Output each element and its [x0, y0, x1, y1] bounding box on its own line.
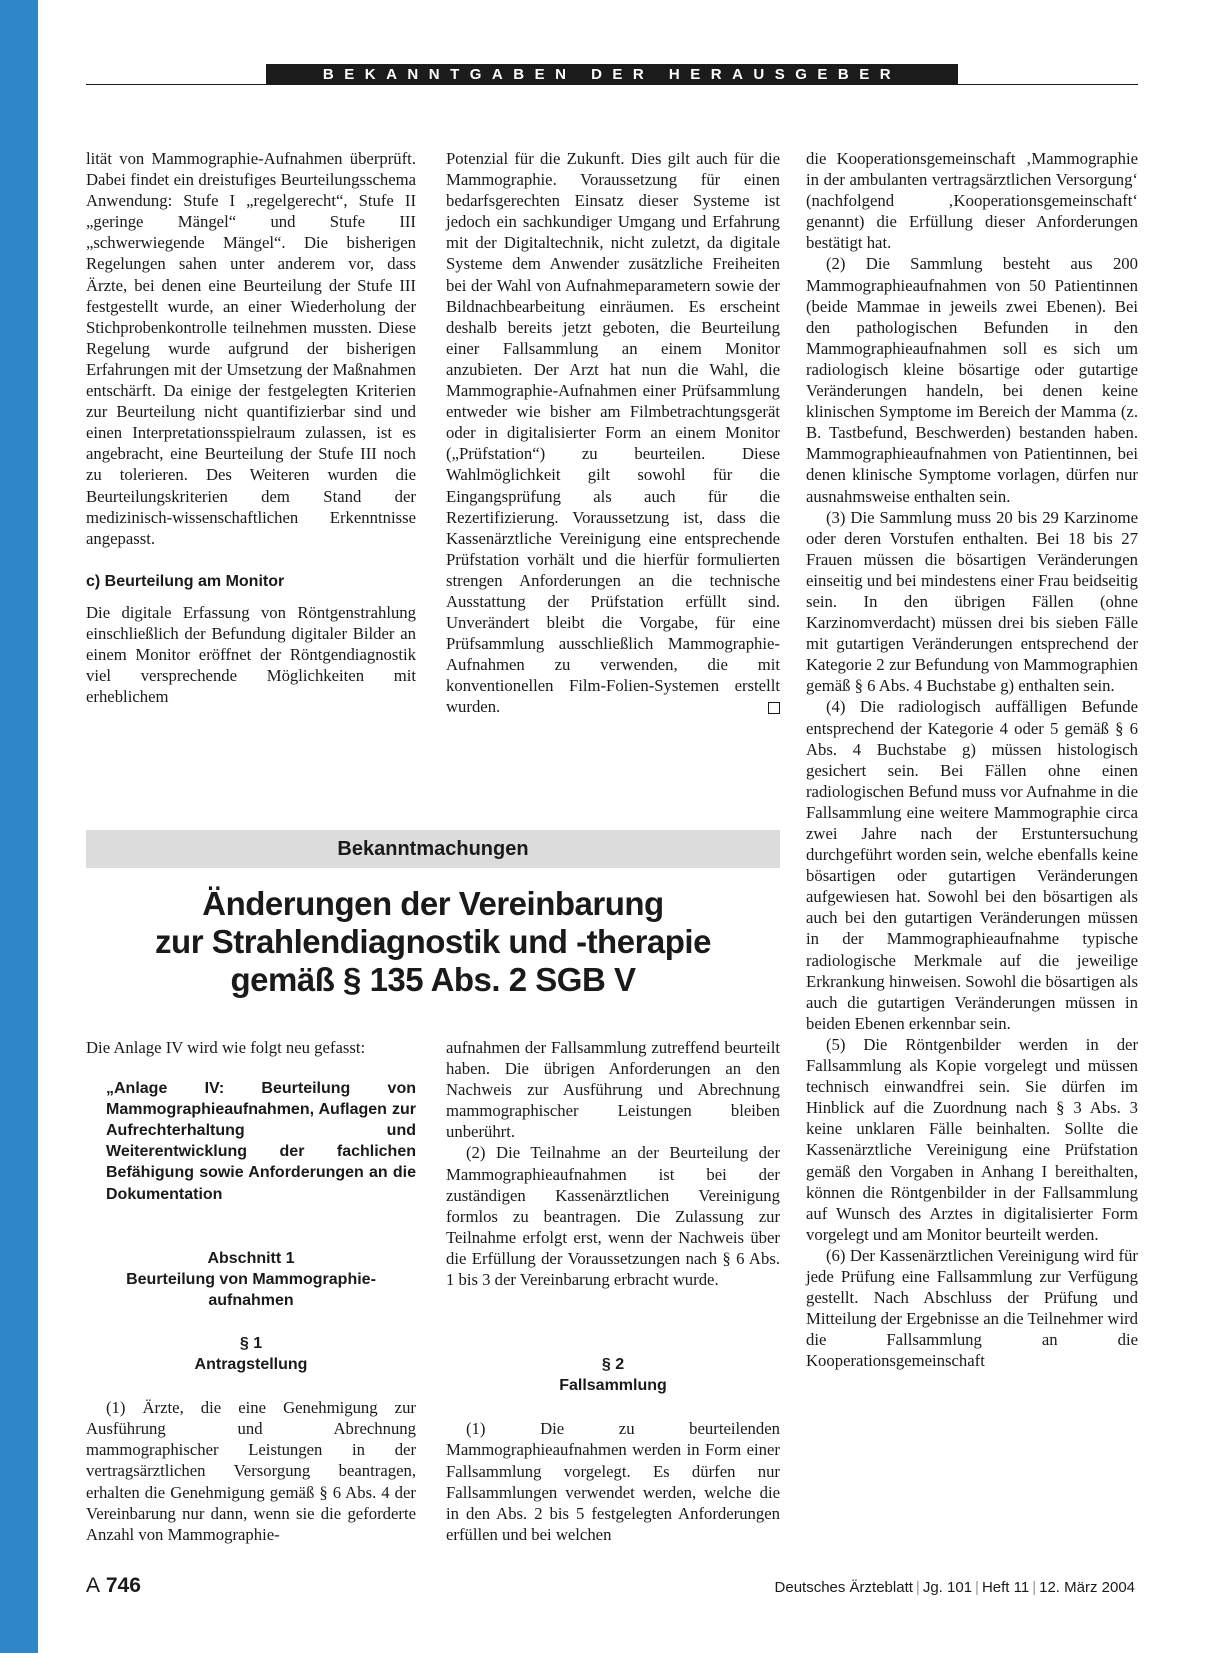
page-number: [86, 1574, 141, 1598]
header-rule: [86, 84, 1138, 85]
paragraph: (1) Die zu beurteilenden Mammographieaufnahmen werden in Form einer Fallsammlung vorgelegt. Es dürfen nur Fallsammlungen verwendet werden, welche die in den Abs. 2 bis 5 festgelegten Anforderungen erfüllen und bei welchen: [446, 1419, 780, 1544]
title-line: zur Strahlendiagnostik und -therapie: [155, 923, 711, 960]
paragraph: Potenzial für die Zukunft. Dies gilt auch für die Mammographie. Voraussetzung für einen bedarfsgerechten Einsatz dieser Systeme ist jedoch ein sachkundiger Umgang und Erfahrung mit der Digitaltechnik, nicht zuletzt, da digitale Systeme dem Anwender zusätzliche Freiheiten bei der Wahl von Aufnahmeparametern sowie der Bildnachbearbeitung einräumen. Es erscheint deshalb bereits jetzt geboten, die Beurteilung einer Fallsammlung an einem Monitor anzubieten. Der Arzt hat nun die Wahl, die Mammographie-Aufnahmen einer Prüfsammlung entweder wie bisher am Filmbetrachtungsgerät oder in digitalisierter Form an einem Monitor („Prüfstation“) zu beurteilen. Diese Wahlmöglichkeit gilt sowohl für die Eingangsprüfung als auch für die Rezertifizierung. Voraussetzung ist, dass die Kassenärztliche Vereinigung eine entsprechende Prüfstation vorhält und die hierfür formulierten strengen Anforderungen an die technische Ausstattung der Prüfstation erfüllt sind. Unverändert bleibt die Vorgabe, für eine Prüfsammlung ausschließlich Mammographie-Aufnahmen zu verwenden, die mit konventionellen Film-Folien-Systemen erstellt wurden.: [446, 149, 780, 717]
end-mark-icon: [768, 702, 780, 714]
paragraph-number: § 1: [239, 1334, 263, 1352]
paragraph: (2) Die Teilnahme an der Beurteilung der Mammographieaufnahmen ist bei der zuständigen Kassenärztlichen Vereinigung formlos zu beantragen. Die Zulassung zur Teilnahme erfolgt erst, wenn der Nachweis über die Erfüllung der Voraussetzungen nach § 6 Abs. 1 bis 3 der Vereinbarung erbracht wurde.: [446, 1143, 780, 1290]
paragraph-title: Antragstellung: [194, 1356, 308, 1374]
paragraph: lität von Mammographie-Aufnahmen überprüft. Dabei findet ein dreistufiges Beurteilungsschema Anwendung: Stufe I „regelgerecht“, Stufe II „geringe Mängel“ und Stufe III „schwerwiegende Mängel“. Die bisherigen Regelungen sahen unter anderem vor, dass Ärzte, bei denen eine Beurteilung der Stufe III festgestellt wurde, an einer Wiederholung der Stichprobenkontrolle teilnehmen mussten. Diese Regelung wurde aufgrund der bisherigen Erfahrungen mit der Umsetzung der Maßnahmen entschärft. Da einige der festgelegten Kriterien zur Beurteilung nicht quantifizierbar sind und einen Interpretationsspielraum zulassen, ist es angebracht, eine Beurteilung der Stufe III noch zu tolerieren. Des Weiteren wurden die Beurteilungskriterien dem Stand der medizinisch-wissenschaftlichen Erkenntnisse angepasst.: [86, 149, 416, 548]
paragraph: (3) Die Sammlung muss 20 bis 29 Karzinome oder deren Vorstufen enthalten. Bei 18 bis 27 Frauen müssen die bösartigen Veränderungen einseitig und bei mindestens einer Frau beidseitig sein. In den übrigen Fällen (ohne Karzinomverdacht) müssen drei bis sieben Fälle mit gutartigen Veränderungen entsprechend der Kategorie 2 zur Befundung von Mammographien gemäß § 6 Abs. 4 Buchstabe g) enthalten sein.: [806, 507, 1138, 696]
journal-name: Deutsches Ärzteblatt: [774, 1579, 913, 1596]
section-title: aufnahmen: [208, 1291, 294, 1309]
paragraph-title: Fallsammlung: [559, 1377, 667, 1395]
blue-margin-strip: [0, 0, 38, 1653]
paragraph: Die Anlage IV wird wie folgt neu gefasst:: [86, 1038, 366, 1057]
column-3: [806, 148, 1138, 1371]
paragraph: (6) Der Kassenärztlichen Vereinigung wird für jede Prüfung eine Fallsammlung zur Verfügung gestellt. Nach Abschluss der Prüfung und Mitteilung der Ergebnisse an die Teilnehmer wird die Fallsammlung an die Kooperationsgemeinschaft: [806, 1245, 1138, 1371]
paragraph: Die digitale Erfassung von Röntgenstrahlung einschließlich der Befundung digitaler Bilder an einem Monitor eröffnet der Röntgendiagnostik viel versprechende Möglichkeiten mit erheblichem: [86, 602, 416, 707]
article-title: [86, 885, 780, 999]
paragraph-number: § 2: [601, 1356, 625, 1374]
column-2-top: [446, 148, 780, 718]
column-1-bottom: [86, 1037, 416, 1545]
section-number: Abschnitt 1: [207, 1249, 295, 1267]
title-line: Änderungen der Vereinbarung: [202, 885, 664, 922]
journal-issue: Heft 11: [981, 1579, 1030, 1596]
page-prefix: A: [86, 1574, 101, 1597]
section-title: Beurteilung von Mammographie-: [126, 1270, 376, 1288]
paragraph: die Kooperationsgemeinschaft ‚Mammographie in der ambulanten vertragsärztlichen Versorgung‘ (nachfolgend ‚Kooperationsgemeinschaft‘ genannt) die Erfüllung dieser Anforderungen bestätigt hat.: [806, 149, 1138, 253]
paragraph: aufnahmen der Fallsammlung zutreffend beurteilt haben. Die übrigen Anforderungen an den Nachweis zur Ausführung und Abrechnung mammographischer Leistungen bleiben unberührt.: [446, 1038, 780, 1142]
column-2-bottom: [446, 1037, 780, 1545]
journal-citation: Deutsches Ärzteblatt | Jg. 101 | Heft 11 | 12. März 2004: [774, 1579, 1135, 1596]
annex-heading: „Anlage IV: Beurteilung von Mammographieaufnahmen, Auflagen zur Aufrechterhaltung und Weiterentwicklung der fachlichen Befähigung sowie Anforderungen an die Dokumentation: [106, 1080, 416, 1203]
paragraph: (5) Die Röntgenbilder werden in der Fallsammlung als Kopie vorgelegt und müssen technisch einwandfrei sein. Sie dürfen im Hinblick auf die Zuordnung nach § 3 Abs. 3 keine unklaren Fälle beinhalten. Sollte die Kassenärztliche Vereinigung eine Prüfstation gemäß den Vorgaben in Anhang I bereithalten, können die Röntgenbilder in der Fallsammlung auf Wunsch des Arztes in digitalisierter Form vorgelegt und am Monitor beurteilt werden.: [806, 1034, 1138, 1244]
category-label: Bekanntmachungen: [86, 830, 780, 868]
paragraph: (1) Ärzte, die eine Genehmigung zur Ausführung und Abrechnung mammographischer Leistungen in der vertragsärztlichen Versorgung beantragen, erhalten die Genehmigung gemäß § 6 Abs. 4 der Vereinbarung nur dann, wenn sie die geforderte Anzahl von Mammographie-: [86, 1398, 416, 1544]
paragraph: (4) Die radiologisch auffälligen Befunde entsprechend der Kategorie 4 oder 5 gemäß § 6 Abs. 4 Buchstabe g) müssen histologisch gesichert sein. Bei Fällen ohne einen radiologischen Befund muss vor Aufnahme in die Fallsammlung eine weitere Mammographie circa zwei Jahre nach der Erstuntersuchung durchgeführt worden sein, welche ebenfalls keine bösartigen oder gutartigen Veränderungen aufgewiesen hat. Sowohl bei den bösartigen als auch bei den gutartigen Veränderungen müssen in der Mammographieaufnahme typische radiologische Merkmale auf die jeweilige Erkrankung hinweisen. Sowohl die bösartigen als auch die gutartigen Veränderungen müssen in beiden Ebenen erkennbar sein.: [806, 697, 1138, 1033]
paragraph: (2) Die Sammlung besteht aus 200 Mammographieaufnahmen von 50 Patientinnen (beide Mammae in jeweils zwei Ebenen). Bei den pathologischen Befunden in den Mammographieaufnahmen soll es sich um radiologisch kleine bösartige oder gutartige Veränderungen handeln, bei denen keine klinischen Symptome im Bereich der Mamma (z. B. Tastbefund, Beschwerden) bestanden haben. Mammographieaufnahmen von Patientinnen, bei denen klinische Symptome vorlagen, dürfen nur ausnahmsweise enthalten sein.: [806, 254, 1138, 506]
column-1-top: [86, 148, 416, 707]
section-header: BEKANNTGABEN DER HERAUSGEBER: [266, 64, 958, 85]
page-number-value: 746: [105, 1574, 141, 1597]
subheading: c) Beurteilung am Monitor: [86, 572, 285, 590]
journal-date: 12. März 2004: [1039, 1579, 1135, 1596]
title-line: gemäß § 135 Abs. 2 SGB V: [230, 961, 636, 998]
journal-volume: Jg. 101: [922, 1579, 973, 1596]
